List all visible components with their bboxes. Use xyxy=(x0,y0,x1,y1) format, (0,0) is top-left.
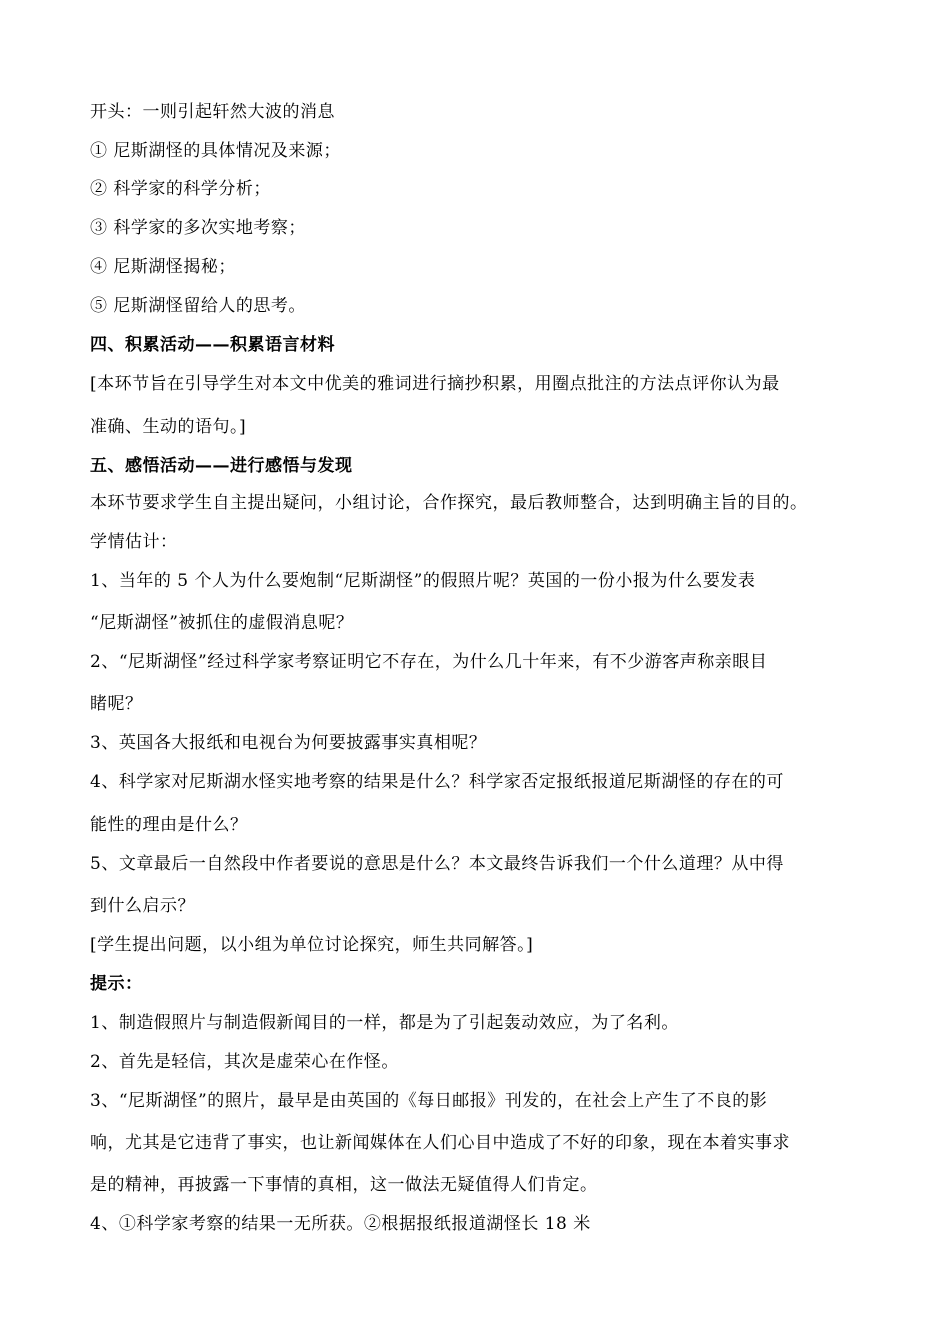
section5-intro: 本环节要求学生自主提出疑问，小组讨论，合作探究，最后教师整合，达到明确主旨的目的。 xyxy=(90,493,808,513)
bracket-note: [学生提出问题，以小组为单位讨论探究，师生共同解答。] xyxy=(90,935,534,955)
answer-1: 1、制造假照片与制造假新闻目的一样，都是为了引起轰动效应，为了名利。 xyxy=(90,1013,679,1033)
outline-item-1: ① 尼斯湖怪的具体情况及来源； xyxy=(90,141,341,161)
section4-note-line2: 准确、生动的语句。] xyxy=(90,417,247,437)
question-3: 3、英国各大报纸和电视台为何要披露事实真相呢？ xyxy=(90,733,487,753)
answer-2: 2、首先是轻信，其次是虚荣心在作怪。 xyxy=(90,1052,399,1072)
question-1-line2: “尼斯湖怪”被抓住的虚假消息呢？ xyxy=(90,613,354,633)
intro-line: 开头：一则引起轩然大波的消息 xyxy=(90,102,335,122)
question-5-line1: 5、文章最后一自然段中作者要说的意思是什么？本文最终告诉我们一个什么道理？从中得 xyxy=(90,854,784,874)
section5-heading: 五、感悟活动——进行感悟与发现 xyxy=(90,456,353,476)
estimate-label: 学情估计： xyxy=(90,532,178,552)
answer-3-line1: 3、“尼斯湖怪”的照片，最早是由英国的《每日邮报》刊发的，在社会上产生了不良的影 xyxy=(90,1091,768,1111)
outline-item-5: ⑤ 尼斯湖怪留给人的思考。 xyxy=(90,296,306,316)
outline-item-4: ④ 尼斯湖怪揭秘； xyxy=(90,257,236,277)
question-2-line1: 2、“尼斯湖怪”经过科学家考察证明它不存在，为什么几十年来，有不少游客声称亲眼目 xyxy=(90,652,768,672)
question-4-line1: 4、科学家对尼斯湖水怪实地考察的结果是什么？科学家否定报纸报道尼斯湖怪的存在的可 xyxy=(90,772,784,792)
question-4-line2: 能性的理由是什么？ xyxy=(90,815,248,835)
question-1-line1: 1、当年的 5 个人为什么要炮制“尼斯湖怪”的假照片呢？英国的一份小报为什么要发表 xyxy=(90,571,756,591)
answer-3-line3: 是的精神，再披露一下事情的真相，这一做法无疑值得人们肯定。 xyxy=(90,1175,598,1195)
outline-item-3: ③ 科学家的多次实地考察； xyxy=(90,218,306,238)
answer-4: 4、①科学家考察的结果一无所获。②根据报纸报道湖怪长 18 米 xyxy=(90,1214,591,1234)
section4-heading: 四、积累活动——积累语言材料 xyxy=(90,335,335,355)
question-2-line2: 睹呢？ xyxy=(90,694,143,714)
hints-heading: 提示： xyxy=(90,974,143,994)
answer-3-line2: 响，尤其是它违背了事实，也让新闻媒体在人们心目中造成了不好的印象，现在本着实事求 xyxy=(90,1133,790,1153)
section4-note-line1: [本环节旨在引导学生对本文中优美的雅词进行摘抄积累，用圈点批注的方法点评你认为最 xyxy=(90,374,780,394)
outline-item-2: ② 科学家的科学分析； xyxy=(90,179,271,199)
question-5-line2: 到什么启示？ xyxy=(90,896,195,916)
